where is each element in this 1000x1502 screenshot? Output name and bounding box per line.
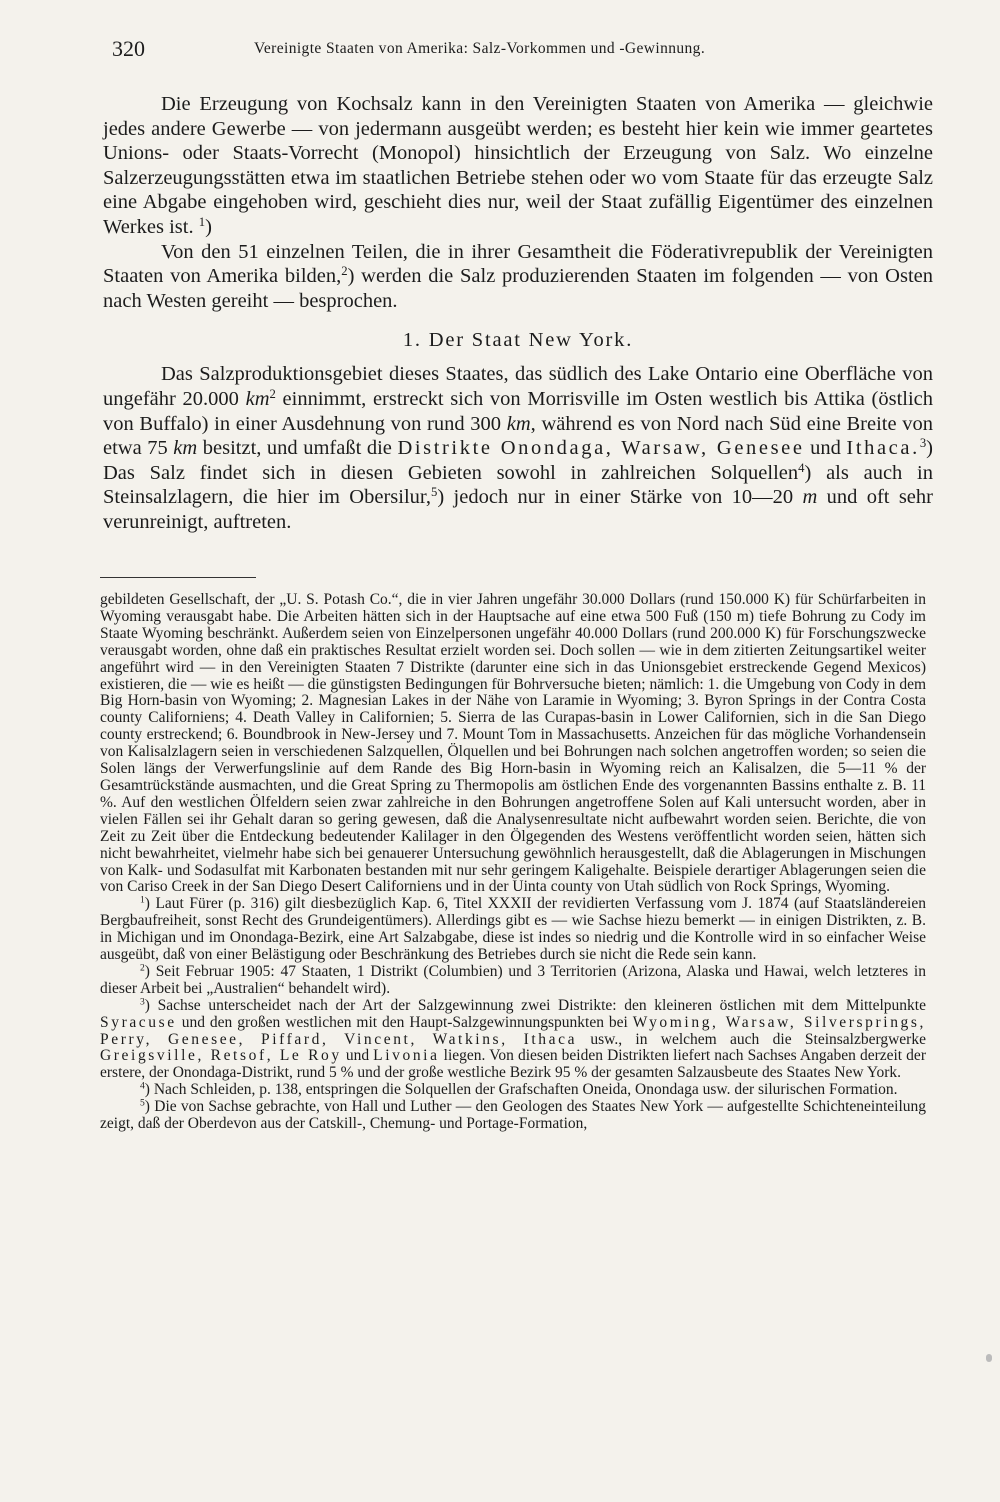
page-header: [100, 32, 890, 64]
unit-m: m: [802, 486, 818, 509]
footnote-ref-4: 4: [798, 460, 805, 475]
unit-km: km: [506, 412, 531, 435]
p3-part-h: und oft sehr verunreinigt, auftreten.: [103, 486, 933, 533]
footnote-3: $^3$) Sachse unterscheidet nach der Art der Salzgewinnung zwei Distrikte: den kleineren östlichen mit dem Mittelpunkte Syracuse und den großen westlichen mit den Haupt-Salzgewinnungspunkten bei Wyoming, Warsaw, Silversprings, Perry, Genesee, Piffard, Vincent, Watkins, Ithaca usw., in welchem auch die Steinsalzbergwerke Greigsville, Retsof, Le Roy und Livonia liegen. Von diesen beiden Distrikten liefert nach Sachses Angaben derzeit der erstere, der Onondaga-Distrikt, rund 5 % und der große westliche Bezirk 95 % der gesamten Salzausbeute des Staates New York.: [100, 996, 927, 1082]
footnote-3-mark: 3: [140, 996, 145, 1008]
district-ithaca: Ithaca.: [846, 437, 920, 460]
scan-edge-mark: [986, 1354, 992, 1362]
footnote-4: $^4$) Nach Schleiden, p. 138, entspringen die Solquellen der Grafschaften Oneida, Onondaga usw. der silurischen Formation.: [140, 1081, 898, 1099]
paragraph-1-text: Die Erzeugung von Kochsalz kann in den Vereinigten Staaten von Amerika — gleichwie jedes andere Gewerbe — von jedermann ausgeübt werden; es besteht hier kein wie immer geartetes Unions- oder Staats-Vorrecht (Monopol) hinsichtlich der Erzeugung von Salz. Wo einzelne Salzerzeugungsstätten etwa im staatlichen Betriebe stehen oder wo vom Staate für das erzeugte Salz eine Abgabe eingehoben wird, geschieht dies nur, weil der Staat zufällig Eigentümer des einzelnen Werkes ist.: [103, 93, 933, 238]
footnote-3-text-a: Sachse unterscheidet nach der Art der Salzgewinnung zwei Distrikte: den kleineren östlichen mit dem Mittelpunkte: [157, 996, 926, 1014]
footnote-separator: [100, 577, 256, 578]
footnote-2-text: Seit Februar 1905: 47 Staaten, 1 Distrikt (Columbien) und 3 Territorien (Arizona, Alaska und Hawai, welch letzteres in dieser Arbeit bei „Australien“ behandelt wird).: [100, 962, 926, 997]
footnote-1-mark: 1: [140, 895, 145, 907]
paragraph-3: Das Salzproduktionsgebiet dieses Staates, das südlich des Lake Ontario eine Oberfläche von ungefähr 20.000 $km^2$ einnimmt, erstreckt sich von Morrisville im Osten westlich bis Attika (östlich von Buffalo) in einer Ausdehnung von rund 300 km, während es von Nord nach Süd eine Breite von etwa 75 km besitzt, und umfaßt die Distrikte Onondaga, Warsaw, Genesee und Ithaca.$^3$) Das Salz findet sich in diesen Gebieten sowohl in zahlreichen Solquellen$^4$) als auch in Steinsalzlagern, die hier im Obersilur,$^5$) jedoch nur in einer Stärke von 10—20 m und oft sehr verunreinigt, auftreten.: [103, 363, 934, 533]
footnote-ref-1: 1: [198, 214, 206, 229]
district-names: Distrikte Onondaga, Warsaw, Genesee: [397, 437, 805, 460]
place-syracuse: Syracuse: [100, 1013, 177, 1031]
footnote-3-und: und: [341, 1047, 374, 1065]
footnote-4-text: Nach Schleiden, p. 138, entspringen die Solquellen der Grafschaften Oneida, Onondaga usw. der silurischen Formation.: [153, 1081, 898, 1099]
p3-part-f: als auch in Steinsalzlagern, die hier im Obersilur,: [103, 461, 933, 509]
footnote-3-text-d: liegen. Von diesen beiden Distrikten liefert nach Sachses Angaben derzeit der erstere, der Onondaga-Distrikt, rund 5 % und der große westliche Bezirk 95 % der gesamten Salzausbeute des Staates New York.: [100, 1047, 926, 1082]
paragraph-2-text-b: werden die Salz produzierenden Staaten im folgenden — von Osten nach Westen gereiht — besprochen.: [103, 265, 933, 312]
place-list-west: Wyoming, Warsaw, Silversprings, Perry, Genesee, Piffard, Vincent, Watkins, Ithaca: [100, 1013, 927, 1048]
footnote-2-mark: 2: [140, 962, 145, 974]
footnote-5-text: Die von Sachse gebrachte, von Hall und Luther — den Geologen des Staates New York — aufgestellte Schichteneinteilung zeigt, daß der Oberdevon aus der Catskill-, Chemung- und Portage-Formation,: [100, 1098, 927, 1133]
footnote-3-text-c: usw., in welchem auch die Steinsalzbergwerke: [577, 1030, 926, 1048]
main-text: [103, 92, 933, 535]
place-list-mines: Greigsville, Retsof, Le Roy: [100, 1047, 342, 1065]
footnote-ref-5: 5: [431, 485, 438, 500]
footnote-ref-2: 2: [341, 264, 348, 279]
p3-und: und: [804, 437, 847, 460]
footnote-1: $^1$) Laut Fürer (p. 316) gilt diesbezüglich Kap. 6, Titel XXXII der revidierten Verfassung vom J. 1874 (auf Staatsländereien Bergbaufreiheit, sonst Recht des Grundeigentümers). Allerdings gibt es — wie Sachse hiezu bemerkt — in einigen Distrikten, z. B. in Michigan und im Onondaga-Bezirk, eine Art Salzabgabe, diese ist indes so niedrig und die Kontrolle wird in so einfacher Weise ausgeübt, daß von einer Belästigung oder Beschränkung des Betriebes durch sie nicht die Rede sein kann.: [100, 895, 926, 964]
footnotes: [100, 592, 926, 1133]
p3-part-g: jedoch nur in einer Stärke von 10—20: [444, 486, 803, 509]
place-livonia: Livonia: [373, 1047, 440, 1065]
unit-km: km: [173, 437, 198, 460]
footnote-5-mark: 5: [140, 1097, 145, 1109]
footnote-3-text-b: und den großen westlichen mit den Haupt-Salzgewinnungspunkten bei: [176, 1013, 633, 1031]
p3-part-e: Das Salz findet sich in diesen Gebieten sowohl in zahlreichen Solquellen: [103, 461, 799, 484]
footnote-4-mark: 4: [140, 1081, 145, 1092]
unit-km: km: [245, 387, 270, 410]
footnote-ref-3: 3: [919, 436, 927, 451]
p3-part-d: besitzt, und umfaßt die: [197, 437, 398, 460]
paragraph-1: Die Erzeugung von Kochsalz kann in den Vereinigten Staaten von Amerika — gleichwie jedes andere Gewerbe — von jedermann ausgeübt werden; es besteht hier kein wie immer geartetes Unions- oder Staats-Vorrecht (Monopol) hinsichtlich der Erzeugung von Salz. Wo einzelne Salzerzeugungsstätten etwa im staatlichen Betriebe stehen oder wo vom Staate für das erzeugte Salz eine Abgabe eingehoben wird, geschieht dies nur, weil der Staat zufällig Eigentümer des einzelnen Werkes ist. $^1$): [103, 93, 933, 238]
p3-part-c: , während es von Nord nach Süd eine Breite von etwa 75: [103, 412, 933, 460]
paragraph-2-text-a: Von den 51 einzelnen Teilen, die in ihrer Gesamtheit die Föderativrepublik der Vereinigten Staaten von Amerika bilden,: [103, 240, 933, 288]
section-heading: 1. Der Staat New York.: [402, 329, 634, 352]
page-number: 320: [112, 36, 145, 61]
paragraph-2: Von den 51 einzelnen Teilen, die in ihrer Gesamtheit die Föderativrepublik der Vereinigten Staaten von Amerika bilden,$^2$) werden die Salz produzierenden Staaten im folgenden — von Osten nach Westen gereiht — besprochen.: [103, 240, 933, 312]
unit-square: 2: [269, 386, 276, 401]
p3-part-b: einnimmt, erstreckt sich von Morrisville im Osten westlich bis Attika (östlich von Buffalo) in einer Ausdehnung von rund 300: [103, 387, 934, 435]
footnote-continuation: gebildeten Gesellschaft, der „U. S. Potash Co.“, die in vier Jahren ungefähr 30.000 Dollars (rund 150.000 K) für Schürfarbeiten in Wyoming verausgabt habe. Die Arbeiten hätten sich in der Hauptsache auf eine etwa 500 Fuß (150 m) tiefe Bohrung zu Cody im Staate Wyoming beschränkt. Außerdem seien von Einzelpersonen ungefähr 40.000 Dollars (rund 200.000 K) für Forschungszwecke verausgabt worden, ohne daß ein praktisches Resultat erzielt worden sei. Doch sollen — wie in dem zitierten Zeitungsartikel weiter angeführt wird — in den Vereinigten Staaten 7 Distrikte (darunter eine sich in das Unionsgebiet erstreckende Gegend Mexicos) existieren, die — wie es heißt — die günstigsten Bedingungen für Bohrversuche bieten; nämlich: 1. die Umgebung von Cody in dem Big Horn-basin von Wyoming; 2. Magnesian Lakes in der Nähe von Laramie in Wyoming; 3. Byron Springs in der Contra Costa county Californiens; 4. Death Valley in Californien; 5. Sierra de las Curapas-basin in Lower Californien, sich in die San Diego county erstreckend; 6. Boundbrook in New-Jersey und 7. Mount Tom in Massachusetts. Anzeichen für das mögliche Vorhandensein von Kalisalzlagern seien in verschiedenen Salzquellen, Ölquellen und bei Bohrungen nach solchen angetroffen worden; so seien die Solen längs der Verwerfungslinie auf dem Rande des Big Horn-basin in Wyoming reich an Kalisalzen, die 5—11 % der Gesamtrückstände ausmachten, und die Great Spring zu Thermopolis am östlichen Ende des vorgenannten Bassins enthalte z. B. 11 %. Auf den westlichen Ölfeldern seien zwar zahlreiche in den Bohrungen angetroffene Solen auf Kali untersucht worden, aber in vielen Fällen sei ihr Gehalt daran so gering gewesen, daß die Analysenresultate nicht aufbewahrt worden seien. Berichte, die von Zeit zu Zeit über die Entdeckung bedeutender Kalilager in den Ölgegenden des Westens veröffentlicht worden seien, hätten sich nicht bewahrheitet, vielmehr habe sich bei genauerer Untersuchung gewöhnlich herausgestellt, daß die Ablagerungen in Mischungen von Kalk- und Sodasulfat mit Karbonaten bestanden mit nur sehr geringem Kaligehalte. Beispiele derartiger Ablagerungen seien die von Cariso Creek in der San Diego Desert Californiens und in der Uinta county von Utah südlich von Rock Springs, Wyoming.: [100, 591, 926, 896]
footnote-5: $^5$) Die von Sachse gebrachte, von Hall und Luther — den Geologen des Staates New York — aufgestellte Schichteneinteilung zeigt, daß der Oberdevon aus der Catskill-, Chemung- und Portage-Formation,: [100, 1097, 927, 1133]
footnote-2: $^2$) Seit Februar 1905: 47 Staaten, 1 Distrikt (Columbien) und 3 Territorien (Arizona, Alaska und Hawai, welch letzteres in dieser Arbeit bei „Australien“ behandelt wird).: [100, 962, 926, 997]
p3-part-a: Das Salzproduktionsgebiet dieses Staates, das südlich des Lake Ontario eine Oberfläche von ungefähr 20.000: [103, 363, 933, 410]
footnote-1-text: Laut Fürer (p. 316) gilt diesbezüglich Kap. 6, Titel XXXII der revidierten Verfassung vom J. 1874 (auf Staatsländereien Bergbaufreiheit, sonst Recht des Grundeigentümers). Allerdings gibt es — wie Sachse hiezu bemerkt — in einigen Distrikten, z. B. in Michigan und im Onondaga-Bezirk, eine Art Salzabgabe, diese ist indes so niedrig und die Kontrolle wird in so einfacher Weise ausgeübt, daß von einer Belästigung oder Beschränkung des Betriebes durch sie nicht die Rede sein kann.: [100, 895, 926, 964]
running-head: Vereinigte Staaten von Amerika: Salz-Vorkommen und -Gewinnung.: [254, 40, 706, 57]
